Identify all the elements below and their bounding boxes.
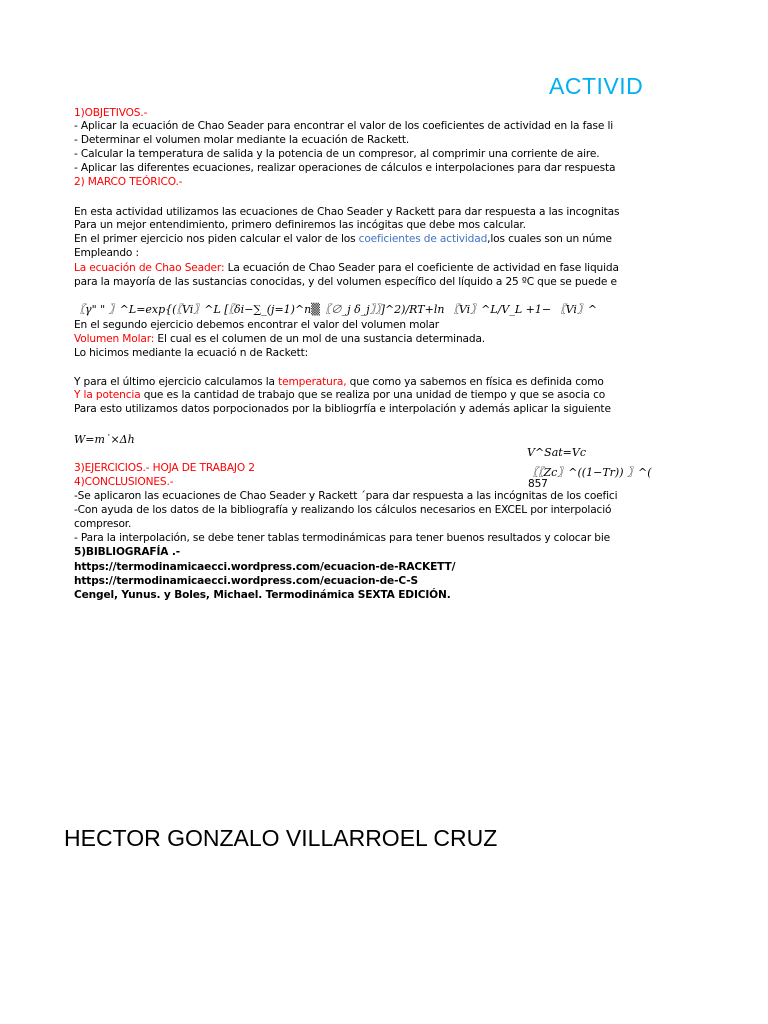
temperature-highlight: temperatura, xyxy=(278,376,347,388)
marco-paragraph: Empleando : xyxy=(74,247,139,259)
exercises-heading: 3)EJERCICIOS.- HOJA DE TRABAJO 2 xyxy=(74,462,255,474)
volumen-molar-label: Volumen Molar: xyxy=(74,333,155,345)
bibliography-link[interactable]: https://termodinamicaecci.wordpress.com/ecuacion-de-C-S xyxy=(74,575,418,587)
chao-seader-label: La ecuación de Chao Seader: xyxy=(74,262,225,274)
marco-paragraph: Para esto utilizamos datos porpocionados por la bibliogrfía e interpolación y además aplicar la siguiente xyxy=(74,403,611,415)
chao-seader-equation: 〖γ" " 〗^L=exp{(〖Vi〗^L [〖δi−∑_(j=1)^n▒〖∅_j δ_j〗〗]^2)/RT+ln 〖Vi〗^L/V_L +1− 〖Vi〗^ xyxy=(74,303,598,316)
marco-text: En el primer ejercicio nos piden calcular el valor de los xyxy=(74,233,359,245)
marco-paragraph xyxy=(74,233,612,246)
power-highlight: Y la potencia xyxy=(74,389,141,401)
temperature-paragraph xyxy=(74,376,604,389)
author-name: HECTOR GONZALO VILLARROEL CRUZ xyxy=(64,825,498,851)
conclusion-item: -Con ayuda de los datos de la bibliografía y realizando los cálculos necesarios en EXCEL por interpolació xyxy=(74,504,612,516)
marco-paragraph: Para un mejor entendimiento, primero definiremos las incógitas que debe mos calcular. xyxy=(74,219,526,231)
objective-item: - Calcular la temperatura de salida y la potencia de un compresor, al comprimir una corriente de aire. xyxy=(74,148,600,160)
chao-seader-paragraph: para la mayoría de las sustancias conocidas, y del volumen específico del líquido a 25 ºC que se puede e xyxy=(74,276,617,288)
objectives-heading: 1)OBJETIVOS.- xyxy=(74,107,148,119)
page-title: ACTIVID xyxy=(549,73,644,99)
marco-paragraph: En el segundo ejercicio debemos encontrar el valor del volumen molar xyxy=(74,319,440,331)
objective-item: - Determinar el volumen molar mediante la ecuación de Rackett. xyxy=(74,134,410,146)
equation-number: 857 xyxy=(528,478,548,490)
bibliography-reference: Cengel, Yunus. y Boles, Michael. Termodinámica SEXTA EDICIÓN. xyxy=(74,589,451,601)
marco-paragraph: En esta actividad utilizamos las ecuaciones de Chao Seader y Rackett para dar respuesta a las incognitas xyxy=(74,206,620,218)
power-paragraph xyxy=(74,389,605,402)
objective-item: - Aplicar la ecuación de Chao Seader para encontrar el valor de los coeficientes de actividad en la fase li xyxy=(74,120,614,132)
objective-item: - Aplicar las diferentes ecuaciones, realizar operaciones de cálculos e interpolaciones para dar respuesta xyxy=(74,162,616,174)
volumen-molar-paragraph xyxy=(74,333,485,346)
volumen-molar-text: El cual es el columen de un mol de una sustancia determinada. xyxy=(154,333,486,345)
marco-text: que es la cantidad de trabajo que se realiza por una unidad de tiempo y que se asocia co xyxy=(140,389,606,401)
marco-text: que como ya sabemos en física es definida como xyxy=(346,376,604,388)
bibliography-link[interactable]: https://termodinamicaecci.wordpress.com/ecuacion-de-RACKETT/ xyxy=(74,561,456,573)
conclusion-item: -Se aplicaron las ecuaciones de Chao Seader y Rackett ´para dar respuesta a las incógnitas de los coefici xyxy=(74,490,618,502)
chao-seader-text: La ecuación de Chao Seader para el coeficiente de actividad en fase liquida xyxy=(224,262,619,274)
work-equation: W=m˙×Δh xyxy=(74,433,135,446)
rackett-equation: V^Sat=Vc xyxy=(527,446,586,459)
conclusion-item: compresor. xyxy=(74,518,132,530)
conclusion-item: - Para la interpolación, se debe tener tablas termodinámicas para tener buenos resultados y colocar bie xyxy=(74,532,610,544)
marco-text: Y para el último ejercicio calculamos la xyxy=(74,376,279,388)
activity-coefficients-highlight: coeficientes de actividad xyxy=(358,233,488,245)
conclusions-heading: 4)CONCLUSIONES.- xyxy=(74,476,174,488)
marco-text: ,los cuales son un núme xyxy=(487,233,612,245)
marco-heading: 2) MARCO TEÓRICO.- xyxy=(74,176,183,188)
bibliography-heading: 5)BIBLIOGRAFÍA .- xyxy=(74,546,180,558)
rackett-equation-exponent: 〖〖Zc〗^((1−Tr)) 〗^( xyxy=(527,466,652,479)
chao-seader-paragraph xyxy=(74,262,619,275)
marco-paragraph: Lo hicimos mediante la ecuació n de Rackett: xyxy=(74,347,309,359)
